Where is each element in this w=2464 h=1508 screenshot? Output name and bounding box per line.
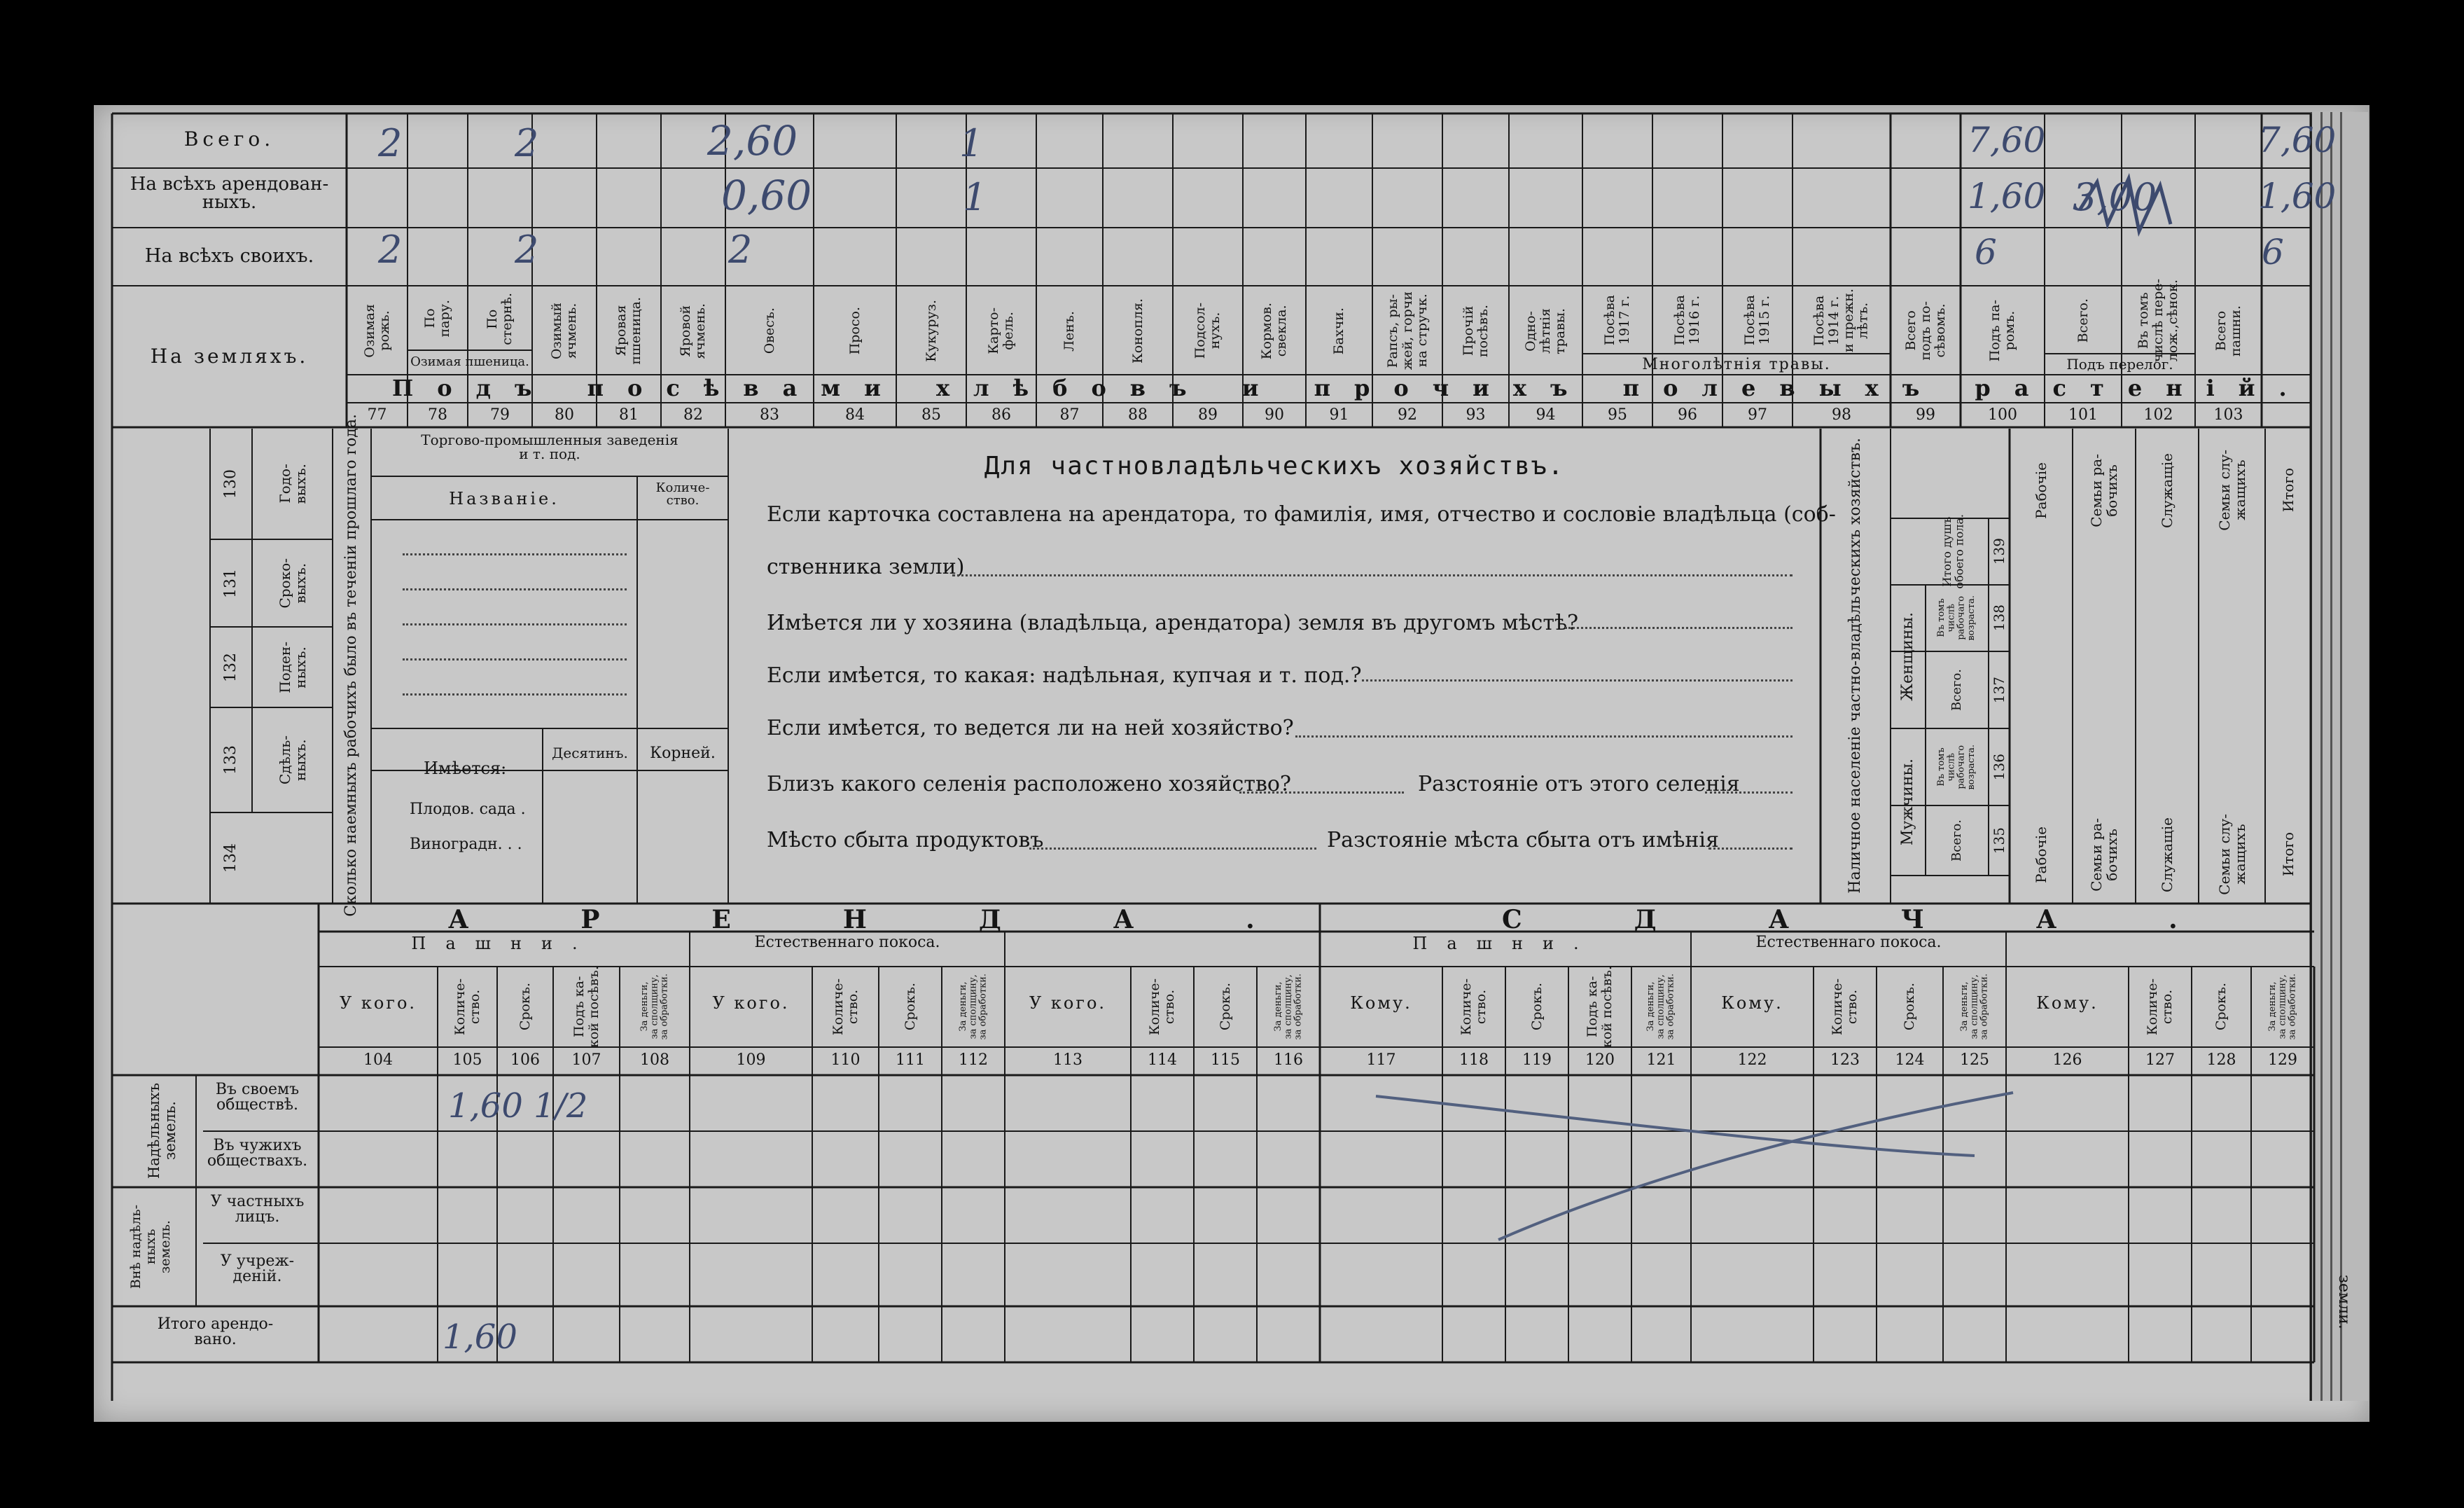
right-col-bottom-3: Семьи слу- жащихъ <box>2215 814 2248 895</box>
row-label-vsego: Всего. <box>183 127 275 151</box>
right-col-bottom-1: Семьи ра- бочихъ <box>2088 817 2120 892</box>
column-header-78: По пару. <box>422 300 452 338</box>
row-v-chuzhih: Въ чужихъ обществахъ. <box>207 1137 308 1170</box>
mnogoletnie-label: Многолѣтнія травы. <box>1642 356 1831 373</box>
hw-vsego-99: 7,60 <box>1968 120 2046 160</box>
torg-dotted-line <box>403 658 627 660</box>
column-header-89: Подсол- нухъ. <box>1192 303 1223 359</box>
column-num-95: 95 <box>1608 406 1627 424</box>
answer-dotted-line <box>1295 735 1793 738</box>
column-header-95: Посѣва 1917 г. <box>1602 295 1632 346</box>
torg-dotted-line <box>403 553 627 555</box>
vinograd-label: Виноградн. . . <box>410 836 522 853</box>
column-num-81: 81 <box>619 406 639 424</box>
hw-svoi-82: 2 <box>728 228 753 272</box>
private-question-q5: Близъ какого селенія расположено хозяйство? <box>767 772 1291 796</box>
column-num-96: 96 <box>1678 406 1697 424</box>
private-question-q2: Имѣется ли у хозяина (владѣльца, арендатора) земля въ другомъ мѣстѣ? <box>767 611 1579 635</box>
bottom-col-num-114: 114 <box>1148 1051 1177 1069</box>
hired-num-131: 131 <box>221 568 239 598</box>
hired-num-134: 134 <box>221 843 239 873</box>
pop-num-135: 135 <box>1991 826 2007 855</box>
column-num-98: 98 <box>1832 406 1851 424</box>
korney-header: Корней. <box>650 745 716 762</box>
answer-dotted-line <box>1705 791 1793 794</box>
row-u-chastnyh: У частныхъ лицъ. <box>210 1193 305 1226</box>
hired-num-133: 133 <box>221 745 239 775</box>
hw-vsego-77: 2 <box>378 121 403 165</box>
answer-dotted-line <box>1029 848 1316 850</box>
hw-arend-101: 3,00 <box>2073 175 2157 219</box>
bottom-col-header-109: У кого. <box>712 993 790 1013</box>
hw-arend-82: 0,60 <box>721 172 812 219</box>
private-question-q6b: Разстояніе мѣста сбыта отъ имѣнія <box>1327 828 1719 852</box>
itogo-dushe-label: Итого душъ обоего пола. <box>1940 514 1966 589</box>
private-question-q6: Мѣсто сбыта продуктовъ <box>767 828 1044 852</box>
column-num-102: 102 <box>2143 406 2173 424</box>
column-header-92: Рапсъ, ры- жей, горчи на стручк. <box>1384 291 1430 371</box>
right-col-top-1: Семьи ра- бочихъ <box>2088 453 2120 527</box>
bottom-col-header-117: Кому. <box>1350 993 1412 1013</box>
bottom-col-num-120: 120 <box>1585 1051 1615 1069</box>
hired-num-132: 132 <box>221 652 239 682</box>
right-col-bottom-0: Рабочіе <box>2033 826 2049 883</box>
torg-dotted-line <box>403 623 627 625</box>
pop-num-139: 139 <box>1991 538 2007 565</box>
bottom-col-num-105: 105 <box>452 1051 482 1069</box>
column-num-83: 83 <box>760 406 779 424</box>
bottom-col-header-114: Количе- ство. <box>1147 978 1177 1036</box>
bottom-col-header-129: За деньги, за сполщину, за обработки. <box>2267 974 2298 1040</box>
sdacha-pashni: Пашни. <box>1412 934 1599 953</box>
pop-v-tom-1: Въ томъ числѣ рабочаго возраста. <box>1936 595 1977 641</box>
bottom-col-header-113: У кого. <box>1029 993 1107 1013</box>
column-num-100: 100 <box>1988 406 2017 424</box>
imeetsya-label: Имѣется: <box>424 759 507 778</box>
bottom-col-num-125: 125 <box>1960 1051 1989 1069</box>
column-header-101: Всего. <box>2075 298 2091 343</box>
column-num-93: 93 <box>1466 406 1486 424</box>
bottom-col-num-106: 106 <box>510 1051 540 1069</box>
column-header-90: Кормов. свекла. <box>1259 302 1289 360</box>
bottom-col-num-126: 126 <box>2052 1051 2082 1069</box>
bottom-col-header-120: Подъ ка- кой посѣвъ. <box>1585 965 1615 1049</box>
bottom-col-header-111: Срокъ. <box>902 983 918 1031</box>
bottom-col-header-125: За деньги, за сполщину, за обработки. <box>1958 974 1990 1040</box>
bottom-col-header-119: Срокъ. <box>1529 983 1545 1031</box>
column-header-85: Кукуруз. <box>923 300 939 362</box>
column-header-88: Конопля. <box>1129 298 1146 364</box>
column-num-77: 77 <box>367 406 387 424</box>
column-num-84: 84 <box>845 406 865 424</box>
torg-dotted-line <box>403 693 627 696</box>
column-num-86: 86 <box>991 406 1011 424</box>
right-col-bottom-2: Служащіе <box>2159 817 2176 892</box>
vne-nadel-label: Внѣ надѣль- ныхъ земель. <box>127 1204 173 1289</box>
column-num-88: 88 <box>1128 406 1148 424</box>
row-v-svoem: Въ своемъ обществѣ. <box>215 1081 300 1114</box>
bottom-col-num-116: 116 <box>1274 1051 1303 1069</box>
column-num-94: 94 <box>1536 406 1556 424</box>
private-question-q1: Если карточка составлена на арендатора, то фамилія, имя, отчество и сословіе владѣльца (соб- <box>767 502 1836 527</box>
right-col-top-3: Семьи слу- жащихъ <box>2215 450 2248 531</box>
bottom-col-num-122: 122 <box>1737 1051 1767 1069</box>
column-num-80: 80 <box>555 406 574 424</box>
bottom-col-num-124: 124 <box>1895 1051 1925 1069</box>
torg-name-header: Названіе. <box>449 489 559 509</box>
desyatin-header: Десятинъ. <box>552 745 628 761</box>
nadel-label: Надѣльныхъ земель. <box>145 1083 179 1180</box>
bottom-col-header-123: Количе- ство. <box>1830 978 1860 1036</box>
column-header-93: Прочій посѣвъ. <box>1460 304 1491 358</box>
bottom-col-header-121: За деньги, за сполщину, за обработки. <box>1645 974 1676 1040</box>
column-header-77: Озимая рожь. <box>361 304 392 358</box>
bottom-col-num-111: 111 <box>896 1051 925 1069</box>
bottom-col-header-104: У кого. <box>339 993 417 1013</box>
bottom-col-header-112: За деньги, за сполщину, за обработки. <box>957 974 989 1040</box>
hw-vsego-103: 7,60 <box>2258 120 2337 160</box>
hw-vsego-85: 1 <box>959 121 984 165</box>
arenda-pashni: Пашни. <box>411 934 597 953</box>
right-col-top-0: Рабочіе <box>2033 462 2049 519</box>
private-holdings-title: Для частновладѣльческихъ хозяйствъ. <box>984 452 1565 480</box>
bottom-col-header-107: Подъ ка- кой посѣвъ. <box>571 965 601 1049</box>
column-header-91: Бахчи. <box>1331 307 1347 355</box>
torg-title: Торгово-промышленныя заведенія и т. под. <box>421 431 678 462</box>
bottom-col-num-109: 109 <box>736 1051 766 1069</box>
bottom-col-num-128: 128 <box>2206 1051 2236 1069</box>
arenda-heading: АРЕНДА. <box>448 905 1367 934</box>
bottom-col-header-126: Кому. <box>2036 993 2098 1013</box>
hw-vsego-82: 2,60 <box>707 117 798 165</box>
handwritten-cross <box>1376 1093 2013 1240</box>
hw-arenda-105: 1,60 1/2 <box>448 1086 588 1126</box>
private-question-q5b: Разстояніе отъ этого селенія <box>1418 772 1740 796</box>
column-header-79: По стернѣ. <box>485 292 515 345</box>
answer-dotted-line <box>952 574 1793 576</box>
private-question-q4: Если имѣется, то ведется ли на ней хозяйство? <box>767 716 1294 740</box>
edge-label: земли. <box>2335 1275 2353 1329</box>
hw-vsego-79: 2 <box>515 121 539 165</box>
row-label-svoih: На всѣхъ своихъ. <box>144 245 314 267</box>
sdacha-pokosa: Естественнаго покоса. <box>1755 934 1942 951</box>
torg-qty-header: Количе- ство. <box>655 480 710 508</box>
hired-label-1: Сроко- выхъ. <box>277 558 309 609</box>
column-num-97: 97 <box>1748 406 1767 424</box>
side-label-na-zemlyah: На земляхъ. <box>150 345 309 368</box>
bottom-col-num-127: 127 <box>2145 1051 2175 1069</box>
muzhchiny-label: Мужчины. <box>1898 758 1916 846</box>
right-col-bottom-4: Итого <box>2279 832 2297 877</box>
column-header-102: Въ томъ числѣ пере- лож.,сѣнок. <box>2136 278 2180 363</box>
column-header-81: Яровая пшеница. <box>613 297 643 365</box>
bottom-col-header-128: Срокъ. <box>2213 983 2229 1031</box>
column-header-100: Подъ па- ромъ. <box>1987 300 2017 362</box>
column-num-87: 87 <box>1059 406 1080 424</box>
hw-arend-85: 1 <box>963 175 987 219</box>
column-num-103: 103 <box>2213 406 2243 424</box>
bottom-col-num-115: 115 <box>1211 1051 1240 1069</box>
column-num-101: 101 <box>2068 406 2098 424</box>
pod-perelog-label: Подъ перелог. <box>2066 356 2173 373</box>
bottom-col-header-108: За деньги, за сполщину, за обработки. <box>639 974 670 1040</box>
bottom-col-num-123: 123 <box>1830 1051 1860 1069</box>
bottom-col-num-119: 119 <box>1522 1051 1552 1069</box>
row-itogo-arendovano: Итого арендо- вано. <box>157 1315 274 1348</box>
pop-vsego-1: Всего. <box>1949 669 1965 711</box>
column-header-96: Посѣва 1916 г. <box>1672 295 1702 346</box>
bottom-col-num-112: 112 <box>959 1051 988 1069</box>
answer-dotted-line <box>1239 791 1404 794</box>
private-question-q3: Если имѣется, то какая: надѣльная, купчая и т. под.? <box>767 663 1362 688</box>
hw-svoi-79: 2 <box>515 228 539 272</box>
column-num-78: 78 <box>428 406 447 424</box>
plodov-sada-label: Плодов. сада . <box>410 801 526 818</box>
pop-vsego-2: Всего. <box>1949 819 1965 862</box>
sdacha-heading: СДАЧА. <box>1502 905 2290 934</box>
bottom-col-header-115: Срокъ. <box>1217 983 1233 1031</box>
bottom-col-num-129: 129 <box>2268 1051 2297 1069</box>
column-header-98: Посѣва 1914 г. и прежн. лѣтъ. <box>1811 289 1871 352</box>
pop-v-tom-2: Въ томъ числѣ рабочаго возраста. <box>1936 744 1977 790</box>
column-header-99: Всего подъ по- сѣвомъ. <box>1902 301 1948 361</box>
column-num-99: 99 <box>1916 406 1935 424</box>
hired-label-3: Сдѣль- ныхъ. <box>277 735 309 785</box>
hw-svoi-99: 6 <box>1975 232 1997 272</box>
hw-svoi-103: 6 <box>2262 232 2284 272</box>
zhenshchiny-label: Женщины. <box>1898 612 1916 701</box>
bottom-col-header-105: Количе- ство. <box>452 978 482 1036</box>
column-num-82: 82 <box>683 406 703 424</box>
right-col-top-2: Служащіе <box>2159 452 2176 528</box>
column-header-83: Овесъ. <box>761 307 777 354</box>
torg-dotted-line <box>403 588 627 590</box>
hw-svoi-77: 2 <box>378 228 403 272</box>
column-header-94: Одно- лѣтнія травы. <box>1523 307 1568 354</box>
row-u-uchrezhdeniy: У учреж- деній. <box>220 1252 295 1285</box>
bottom-col-num-104: 104 <box>363 1051 393 1069</box>
answer-dotted-line <box>1565 627 1793 629</box>
bottom-col-header-110: Количе- ство. <box>830 978 861 1036</box>
private-question-q1b: ственника земли) <box>767 555 965 579</box>
bottom-col-header-127: Количе- ство. <box>2145 978 2175 1036</box>
bottom-col-header-118: Количе- ство. <box>1459 978 1489 1036</box>
bottom-col-num-108: 108 <box>640 1051 669 1069</box>
hired-num-130: 130 <box>221 469 239 499</box>
column-num-91: 91 <box>1329 406 1349 424</box>
hw-arend-103: 1,60 <box>2258 176 2337 216</box>
column-num-85: 85 <box>921 406 941 424</box>
column-header-82: Яровой ячмень. <box>678 303 708 359</box>
hired-workers-caption: Сколько наемныхъ рабочихъ было въ теченіи прошлаго года. <box>342 414 360 917</box>
hw-itogo-105: 1,60 <box>443 1317 517 1357</box>
bottom-col-header-124: Срокъ. <box>1902 983 1918 1031</box>
population-caption: Наличное населеніе частно-владѣльческихъ хозяйствъ. <box>1846 437 1864 894</box>
column-header-87: Ленъ. <box>1062 310 1078 352</box>
answer-dotted-line <box>1362 679 1793 682</box>
banner-text: Подъ посѣвами хлѣбовъ и прочихъ полевыхъ растеній. <box>392 375 2311 401</box>
column-header-80: Озимый ячмень. <box>549 302 579 360</box>
row-label-arendovannyh: На всѣхъ арендован- ныхъ. <box>130 174 329 213</box>
bottom-col-num-113: 113 <box>1053 1051 1083 1069</box>
hw-arend-99: 1,60 <box>1968 176 2046 216</box>
column-header-103: Всего пашни. <box>2213 305 2243 357</box>
bottom-col-header-106: Срокъ. <box>517 983 533 1031</box>
pop-num-136: 136 <box>1991 753 2007 781</box>
bottom-col-num-118: 118 <box>1459 1051 1489 1069</box>
column-header-97: Посѣва 1915 г. <box>1742 295 1772 346</box>
column-header-84: Просо. <box>847 307 863 355</box>
hired-label-2: Поден- ныхъ. <box>277 641 309 693</box>
bottom-col-num-121: 121 <box>1646 1051 1676 1069</box>
bottom-col-header-116: За деньги, за сполщину, за обработки. <box>1272 974 1304 1040</box>
column-num-90: 90 <box>1265 406 1284 424</box>
pop-num-137: 137 <box>1991 676 2007 704</box>
right-col-top-4: Итого <box>2279 468 2297 513</box>
column-num-89: 89 <box>1198 406 1218 424</box>
bottom-col-num-117: 117 <box>1366 1051 1396 1069</box>
bottom-col-header-122: Кому. <box>1721 993 1783 1013</box>
ozimaya-pshenitsa-label: Озимая пшеница. <box>410 354 529 369</box>
column-num-79: 79 <box>490 406 510 424</box>
bottom-col-num-110: 110 <box>830 1051 861 1069</box>
arenda-pokosa: Естественнаго покоса. <box>754 934 940 951</box>
column-num-92: 92 <box>1398 406 1417 424</box>
bottom-col-num-107: 107 <box>571 1051 601 1069</box>
column-header-86: Карто- фель. <box>986 307 1016 354</box>
pop-num-138: 138 <box>1991 604 2007 632</box>
hired-label-0: Годо- выхъ. <box>277 464 309 504</box>
answer-dotted-line <box>1708 848 1793 850</box>
